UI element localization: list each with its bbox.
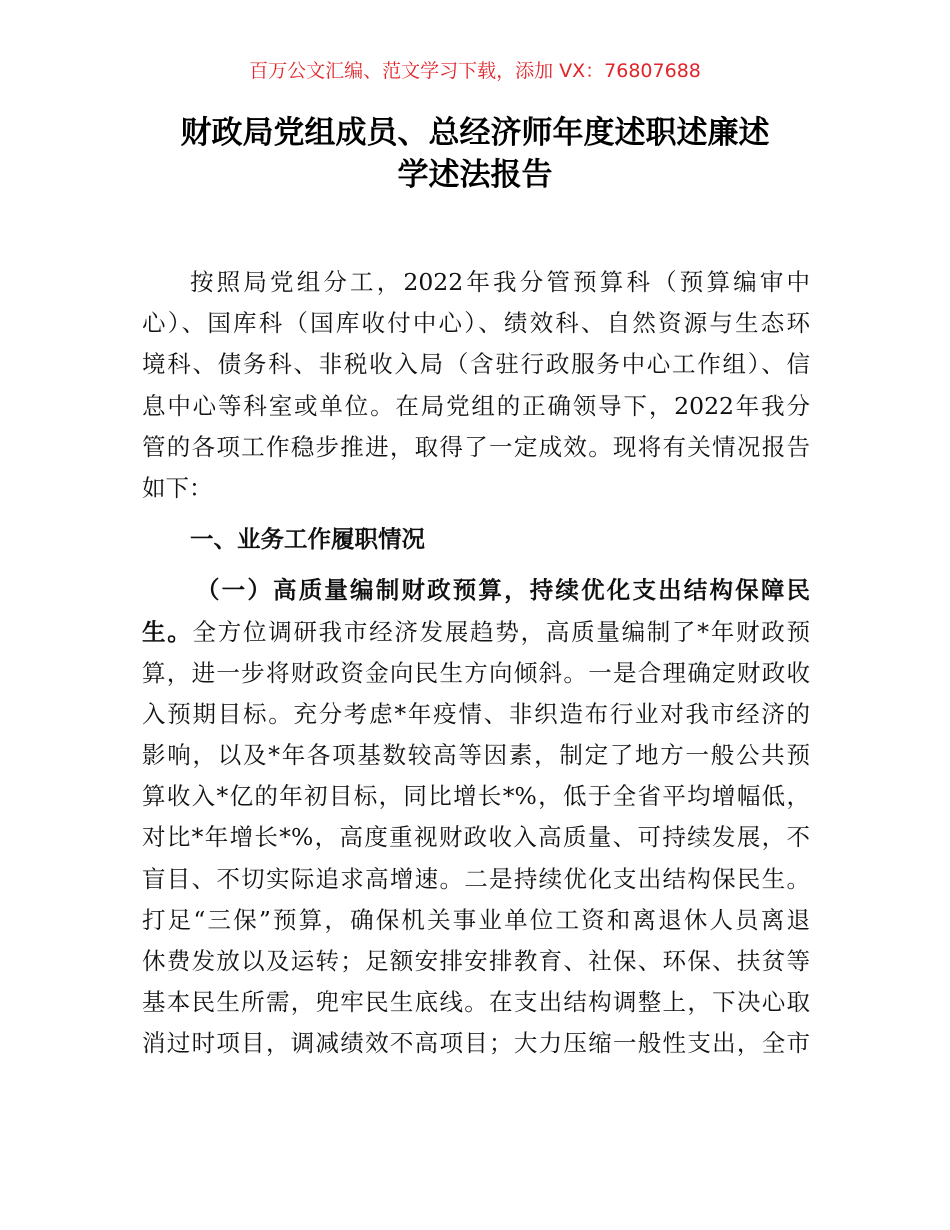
document-body bbox=[142, 262, 810, 1065]
text-line-with-heading bbox=[142, 612, 810, 653]
text-line: 消过时项目，调减绩效不高项目；大力压缩一般性支出，全市 bbox=[142, 1029, 810, 1058]
text-line: 境科、债务科、非税收入局（含驻行政服务中心工作组）、信 bbox=[142, 350, 810, 379]
watermark-banner: 百万公文汇编、范文学习下载，添加 VX：76807688 bbox=[249, 60, 701, 82]
text-line: 管的各项工作稳步推进，取得了一定成效。现将有关情况报告 bbox=[142, 432, 810, 461]
subsection-paragraph bbox=[142, 570, 810, 1064]
title-line-1: 财政局党组成员、总经济师年度述职述廉述 bbox=[180, 115, 770, 151]
text-line: 对比*年增长*%，高度重视财政收入高质量、可持续发展，不 bbox=[142, 823, 810, 852]
text-line: 心）、国库科（国库收付中心）、绩效科、自然资源与生态环 bbox=[142, 309, 810, 338]
text-line: 影响，以及*年各项基数较高等因素，制定了地方一般公共预 bbox=[142, 741, 810, 770]
text-line: 息中心等科室或单位。在局党组的正确领导下，2022年我分 bbox=[142, 391, 810, 420]
title-line-2: 学述法报告 bbox=[397, 157, 553, 193]
document-title bbox=[100, 112, 850, 196]
section-heading: 一、业务工作履职情况 bbox=[190, 525, 425, 554]
subsection-heading: （一）高质量编制财政预算，持续优化支出结构保障民 bbox=[196, 576, 810, 605]
text-line: 打足“三保”预算，确保机关事业单位工资和离退休人员离退 bbox=[142, 905, 810, 934]
text-line: 如下： bbox=[142, 473, 213, 502]
text-line: 盲目、不切实际追求高增速。二是持续优化支出结构保民生。 bbox=[142, 864, 810, 893]
text-line: 算收入*亿的年初目标，同比增长*%，低于全省平均增幅低， bbox=[142, 782, 810, 811]
text-line: 算，进一步将财政资金向民生方向倾斜。一是合理确定财政收 bbox=[142, 658, 810, 687]
text-line: 按照局党组分工，2022年我分管预算科（预算编审中 bbox=[190, 268, 810, 296]
text-line: 全方位调研我市经济发展趋势，高质量编制了*年财政预 bbox=[192, 617, 811, 646]
text-line: 基本民生所需，兜牢民生底线。在支出结构调整上，下决心取 bbox=[142, 988, 810, 1017]
intro-paragraph bbox=[142, 262, 810, 509]
text-line: 休费发放以及运转；足额安排安排教育、社保、环保、扶贫等 bbox=[142, 947, 810, 975]
text-line: 入预期目标。充分考虑*年疫情、非织造布行业对我市经济的 bbox=[142, 699, 810, 728]
subsection-heading-end: 生。 bbox=[142, 617, 193, 646]
